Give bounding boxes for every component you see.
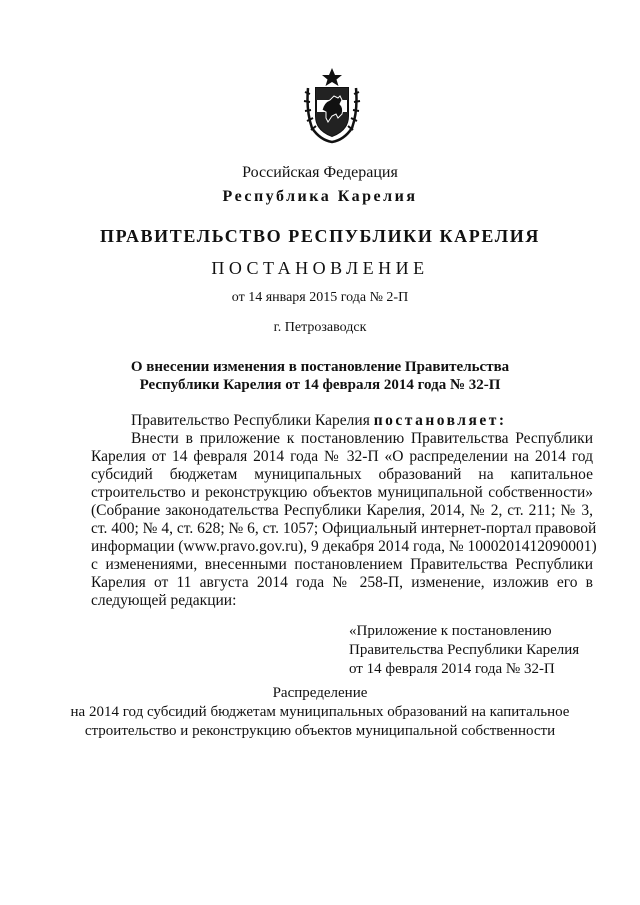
city-name: г. Петрозаводск: [273, 320, 367, 335]
distribution-line: строительство и реконструкцию объектов муниципальной собственности: [84, 723, 556, 739]
republic-name: Республика Карелия: [222, 188, 418, 205]
government-title: ПРАВИТЕЛЬСТВО РЕСПУБЛИКИ КАРЕЛИЯ: [100, 226, 540, 246]
decree-date: от 14 января 2015 года № 2-П: [231, 290, 409, 305]
karelia-coat-of-arms-icon: [302, 66, 362, 144]
intro-text: Правительство Республики Карелия: [131, 412, 374, 429]
body-line: (Собрание законодательства Республики Карелия, 2014, № 2, ст. 211; № 3,: [91, 502, 593, 519]
distribution-line: на 2014 год субсидий бюджетам муниципальных образований на капитальное: [70, 704, 570, 720]
distribution-title: Распределение: [272, 685, 368, 701]
annex-line: «Приложение к постановлению: [349, 623, 552, 639]
decree-type: ПОСТАНОВЛЕНИЕ: [211, 258, 429, 278]
annex-line: Правительства Республики Карелия: [349, 642, 580, 658]
body-line: Карелия от 14 февраля 2014 года № 32-П «О распределении на 2014 год: [91, 448, 593, 465]
title-line: Республики Карелия от 14 февраля 2014 года № 32-П: [139, 377, 501, 393]
decrees-word: постановляет:: [373, 412, 507, 429]
body-line: ст. 400; № 4, ст. 628; № 6, ст. 1057; Официальный интернет-портал правовой: [91, 520, 597, 537]
distribution-heading: [0, 684, 640, 741]
body-line: Карелия от 11 августа 2014 года № 258-П, изменение, изложив его в: [91, 574, 593, 591]
annex-reference: [349, 622, 579, 679]
body-line: следующей редакции:: [91, 592, 237, 609]
document-title: [0, 358, 640, 394]
body-line: Внести в приложение к постановлению Правительства Республики: [131, 430, 593, 447]
title-line: О внесении изменения в постановление Правительства: [130, 359, 510, 375]
body-line: субсидий бюджетам муниципальных образований на капитальное: [91, 466, 593, 483]
body-line: информации (www.pravo.gov.ru), 9 декабря 2014 года, № 1000201412090001): [91, 538, 597, 555]
country-name: Российская Федерация: [242, 164, 398, 181]
intro-paragraph: [131, 412, 507, 430]
annex-line: от 14 февраля 2014 года № 32-П: [349, 661, 555, 677]
body-line: с изменениями, внесенными постановлением Правительства Республики: [91, 556, 593, 573]
body-line: строительство и реконструкцию объектов муниципальной собственности»: [91, 484, 593, 501]
